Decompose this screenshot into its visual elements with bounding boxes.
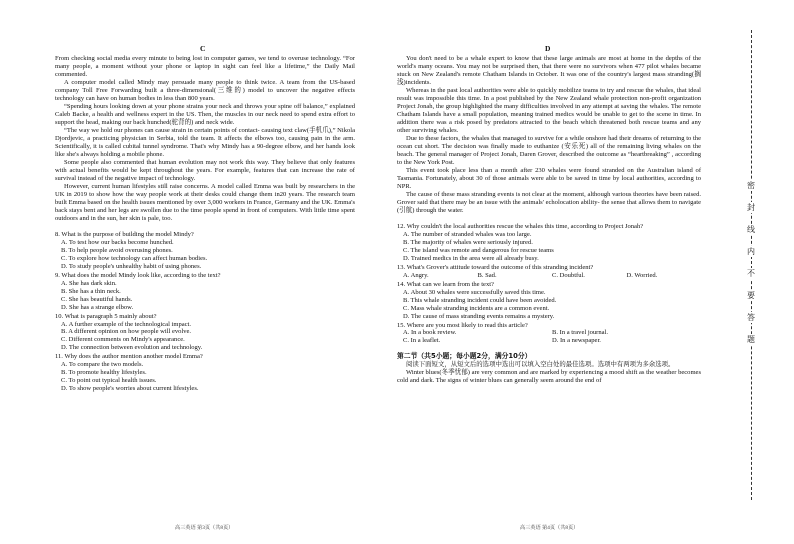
answer-option: B. The majority of whales were seriously injured. <box>403 238 533 246</box>
question-stem: 11. Why does the author mention another model Emma? <box>55 353 203 361</box>
answer-option: D. She has a strange elbow. <box>61 303 134 311</box>
passage-c-paragraph: “Spending hours looking down at your phone strains your neck and throws your spine off balance,” explained Caleb Backe, a health and wellness expert in the US. Then, the muscles in our neck need to spend extra effort to support the head, making our back hunched(驼背的) and neck wide. <box>55 102 355 126</box>
section-title: 第二节（共5小题；每小题2分，满分10分） <box>397 352 532 361</box>
section-2 <box>397 352 701 384</box>
passage-c-paragraph: However, current human lifestyles still raise concerns. A model called Emma was built by researchers in the UK in 2019 to show how the way people work at their desks could change them in20 years. The research team built Emma based on the health issues mentioned by over 3,000 workers in France, Germany and the UK. Emma's back stays bent and her legs are swollen due to the time people spend in front of computers. With little time spent outdoors and in the sun, her skin is pale, too. <box>55 182 355 222</box>
question-stem: 15. Where are you most likely to read this article? <box>397 321 528 329</box>
seal-char: 内 <box>743 246 759 257</box>
question-stem: 9. What does the model Mindy look like, according to the text? <box>55 271 221 279</box>
answer-option: A. The number of stranded whales was too large. <box>403 230 532 238</box>
answer-option: C. To explore how technology can affect human bodies. <box>61 254 208 262</box>
question-14 <box>397 281 701 321</box>
answer-option: C. Doubtful. <box>552 271 585 279</box>
seal-char: 题 <box>743 334 759 345</box>
question-11 <box>55 353 355 393</box>
answer-option: D. The cause of mass stranding events remains a mystery. <box>403 312 555 320</box>
answer-option: B. To promote healthy lifestyles. <box>61 369 147 377</box>
answer-option: A. A further example of the technological impact. <box>61 320 191 328</box>
page-footer-left: 高三英语 第3页（共8页） <box>175 525 234 531</box>
question-8 <box>55 231 355 271</box>
passage-d-paragraph: You don't need to be a whale expert to know that these large animals are most at home in the depths of the world's many oceans. You may not be surprised then, that there were no survivors when 477 pilot whales became stuck on New Zealand's remote Chatham Islands in October. It was one of the country's largest mass stranding(搁浅)incidents. <box>397 55 701 86</box>
question-stem: 10. What is paragraph 5 mainly about? <box>55 312 157 320</box>
passage-d-paragraph: The cause of these mass stranding events is not clear at the moment, although various theories have been raised. Grover said that there may be an issue with the animals' echolocation ability- the sense that allows them to navigate (引航) through the water. <box>397 190 701 214</box>
question-10 <box>55 313 355 353</box>
answer-option: C. She has beautiful hands. <box>61 295 133 303</box>
passage-c-paragraph: “The way we hold our phones can cause strain in certain points of contact- causing text claw(手机爪),” Nikola Djordjevic, a practicing physician in Serbia, told the team. It affects the elbows too, causing pain in the arm. Scientifically, it is called cubital tunnel syndrome. That's why Mindy has a 90-degree elbow, and her hands look like she's always holding a mobile phone. <box>55 126 355 158</box>
question-stem: 12. Why couldn't the local authorities rescue the whales this time, according to Project Jonah? <box>397 222 644 230</box>
answer-option: B. To help people avoid overusing phones. <box>61 246 173 254</box>
seal-char: 不 <box>743 268 759 279</box>
passage-d-heading: D <box>545 44 551 53</box>
seal-char: 要 <box>743 290 759 301</box>
seal-char: 密 <box>743 180 759 191</box>
seal-char: 答 <box>743 312 759 323</box>
answer-option: C. To point out typical health issues. <box>61 377 157 385</box>
question-9 <box>55 272 355 312</box>
question-12 <box>397 223 701 263</box>
answer-option: A. About 30 whales were successfully saved this time. <box>403 288 546 296</box>
dashed-seal-line <box>751 30 752 500</box>
question-13 <box>397 264 701 280</box>
passage-d <box>397 55 701 385</box>
answer-option: B. A different opinion on how people will evolve. <box>61 328 192 336</box>
passage-c-paragraph: Some people also commented that human evolution may not work this way. They believe that only features with actual benefits would be kept throughout the years. For example, features that can increase the rate of survival instead of the negative impact of technology. <box>55 158 355 182</box>
answer-option: C. The island was remote and dangerous for rescue teams <box>403 246 554 254</box>
question-stem: 13. What's Grover's attitude toward the outcome of this stranding incident? <box>397 263 594 271</box>
answer-option: C. In a leaflet. <box>403 337 441 345</box>
answer-option: D. To show people's worries about current lifestyles. <box>61 385 199 393</box>
answer-option: B. Sad. <box>477 271 497 279</box>
question-stem: 14. What can we learn from the text? <box>397 280 494 288</box>
answer-option: A. To compare the two models. <box>61 361 144 369</box>
answer-option: C. Mass whale stranding incidents are a common event. <box>403 304 550 312</box>
passage-e-paragraph: Winter blues(冬季忧郁) are very common and are marked by experiencing a mood shift as the weather becomes cold and dark. The signs of winter blues can generally seem around the end of <box>397 368 701 384</box>
passage-c-paragraph: A computer model called Mindy may persuade many people to think twice. A team from the US-based company Toll Free Forwarding built a three-dimensional(三维的) model to uncover the negative effects technology can have on human bodies in less than 800 years. <box>55 78 355 102</box>
answer-option: A. To test how our backs become hunched. <box>61 238 174 246</box>
seal-line-strip <box>737 30 767 500</box>
answer-option: C. Different comments on Mindy's appearance. <box>61 336 185 344</box>
seal-char: 线 <box>743 224 759 235</box>
answer-option: A. She has dark skin. <box>61 279 117 287</box>
passage-c <box>55 55 355 393</box>
passage-c-heading: C <box>200 44 206 53</box>
answer-option: D. Worried. <box>626 271 658 279</box>
answer-option: B. In a travel journal. <box>552 329 608 337</box>
answer-option: D. To study people's unhealthy habit of using phones. <box>61 262 202 270</box>
passage-c-paragraph: From checking social media every minute to being lost in computer games, we tend to overuse technology. “For many people, a moment without your phone or laptop in sight can feel like a lifetime,” the Daily Mail commented. <box>55 55 355 78</box>
passage-d-paragraph: This event took place less than a month after 230 whales were found stranded on the Australian island of Tasmania. Fortunately, about 30 of those animals were able to be saved in time by local authorities, according to NPR. <box>397 166 701 190</box>
section-instruction: 阅读下面短文，从短文后的选项中选出可以填入空白处的最佳选项。选项中有两项为多余选项。 <box>406 359 675 368</box>
answer-option: D. In a newspaper. <box>552 337 601 345</box>
passage-d-paragraph: Due to these factors, the whales that managed to survive for a while onshore had their dreams of returning to the ocean cut short. The decision was finally made to euthanize (安乐死) all of the remaining living whales on the beach. The general manager of Project Jonah, Daren Grover, described the outcome as “heartbreaking” , according to the New York Post. <box>397 134 701 166</box>
seal-char: 封 <box>743 202 759 213</box>
page-footer-right: 高三英语 第4页（共8页） <box>520 525 579 531</box>
question-15 <box>397 322 701 346</box>
answer-option: B. This whale stranding incident could have been avoided. <box>403 296 557 304</box>
answer-option: D. Trained medics in the area were all already busy. <box>403 254 539 262</box>
question-stem: 8. What is the purpose of building the model Mindy? <box>55 230 194 238</box>
answer-option: A. Angry. <box>403 271 429 279</box>
passage-d-paragraph: Whereas in the past local authorities were able to quickly mobilize teams to try and rescue the whales, that ideal result was impossible this time. In a post published by the New Zealand whale protection non-profit organization Project Jonah, the group highlighted the many difficulties involved in any attempt at saving the whales. The remote Chatham Islands have a small population, meaning trained medics would be unable to get to the scene in time. In addition there was a risk posed by predators attracted to the beach which threatened both rescue teams and any other surviving whales. <box>397 86 701 134</box>
answer-option: D. The connection between evolution and technology. <box>61 344 203 352</box>
answer-option: B. She has a thin neck. <box>61 287 121 295</box>
answer-option: A. In a book review. <box>403 329 457 337</box>
